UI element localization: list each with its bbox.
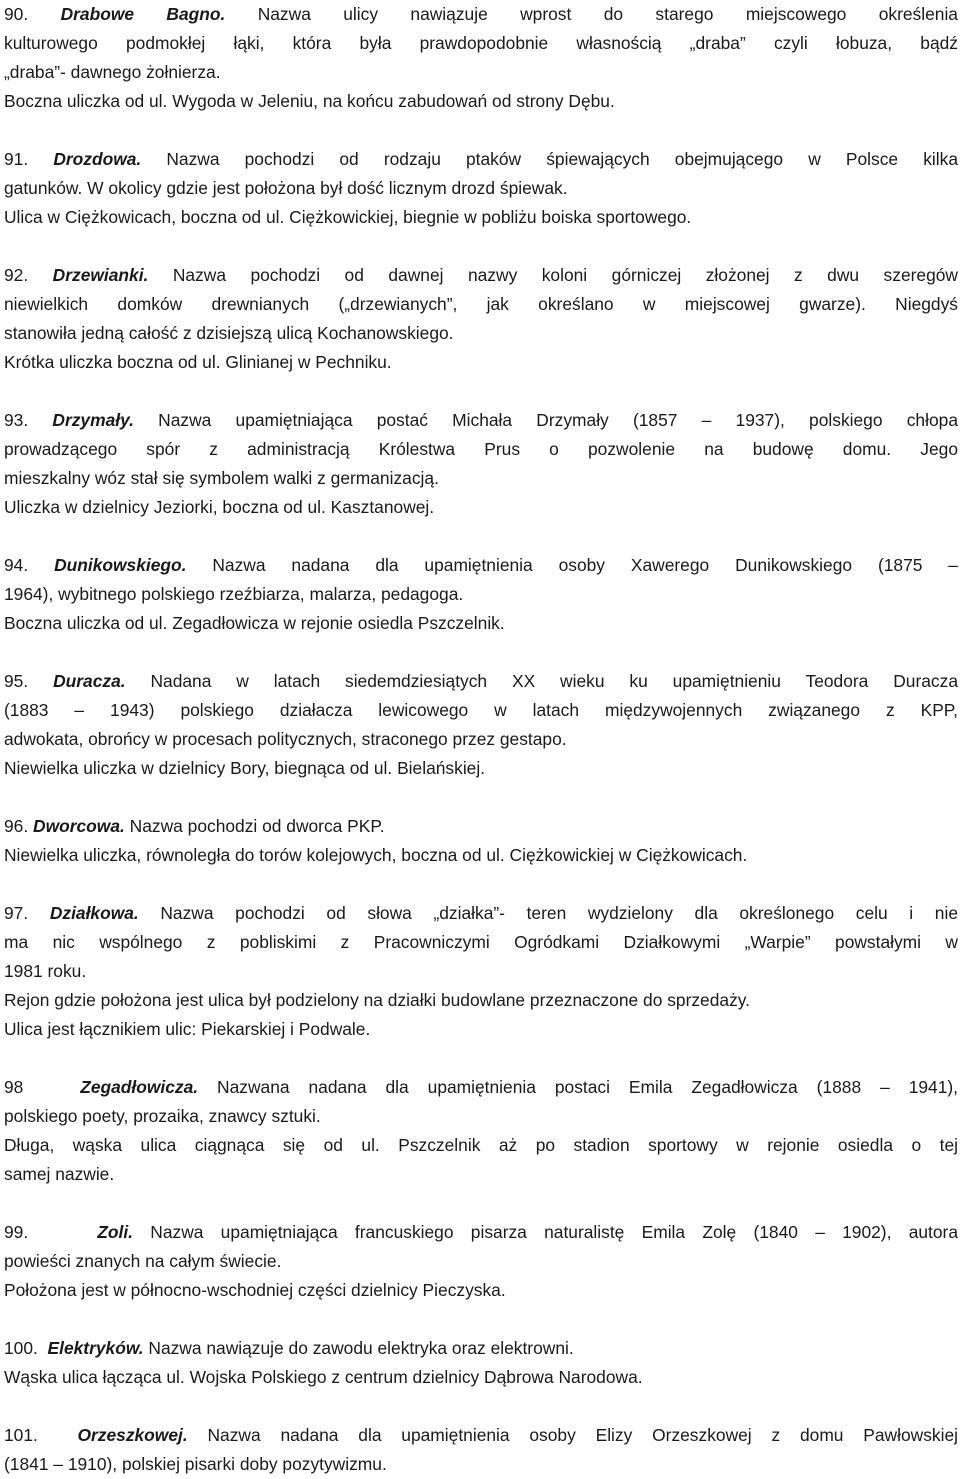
entry-number: 91. <box>4 149 29 169</box>
entry-text-line: niewielkich domków drewnianych („drzewianych”, jak określano w miejscowej gwarze). Niegdyś <box>4 294 958 314</box>
entry-number: 90. <box>4 4 29 24</box>
entry-first-line <box>4 667 958 696</box>
entry-number: 97. <box>4 903 29 923</box>
spacer <box>4 1305 958 1334</box>
entry-first-line <box>4 261 958 290</box>
entry-text: Nazwa pochodzi od słowa „działka”- teren wydzielony dla określonego celu i nie <box>138 903 958 923</box>
street-name: Zoli. <box>97 1222 133 1242</box>
entry-number: 92. <box>4 265 29 285</box>
entry-location-line: Niewielka uliczka, równoległa do torów kolejowych, boczna od ul. Ciężkowickiej w Ciężkowicach. <box>4 845 748 865</box>
entry-90 <box>4 0 958 116</box>
entry-94 <box>4 551 958 638</box>
entry-text: Nazwa pochodzi od rodzaju ptaków śpiewających obejmującego w Polsce kilka <box>141 149 958 169</box>
entry-text: Nazwa upamiętniająca postać Michała Drzymały (1857 – 1937), polskiego chłopa <box>133 410 958 430</box>
entry-location-line: Ulica w Ciężkowicach, boczna od ul. Ciężkowickiej, biegnie w pobliżu boiska sportowego. <box>4 207 692 227</box>
entry-number: 99. <box>4 1222 29 1242</box>
entry-93 <box>4 406 958 522</box>
entry-96 <box>4 812 958 870</box>
entry-text: Nazwa upamiętniająca francuskiego pisarza naturalistę Emila Zolę (1840 – 1902), autora <box>133 1222 958 1242</box>
entry-number: 93. <box>4 410 29 430</box>
entry-first-line <box>4 1334 958 1363</box>
entry-text-line: 1964), wybitnego polskiego rzeźbiarza, malarza, pedagoga. <box>4 584 464 604</box>
spacer <box>4 522 958 551</box>
entry-first-line <box>4 145 958 174</box>
spacer <box>4 1392 958 1421</box>
spacer <box>4 870 958 899</box>
entry-text: Nazwa nadana dla upamiętnienia osoby Elizy Orzeszkowej z domu Pawłowskiej <box>187 1425 958 1445</box>
entry-first-line <box>4 406 958 435</box>
street-name: Zegadłowicza. <box>80 1077 199 1097</box>
spacer <box>4 377 958 406</box>
entry-location-line: Uliczka w dzielnicy Jeziorki, boczna od ul. Kasztanowej. <box>4 497 435 517</box>
spacer <box>4 638 958 667</box>
street-name: Drzymały. <box>52 410 134 430</box>
entry-location-line: Długa, wąska ulica ciągnąca się od ul. Pszczelnik aż po stadion sportowy w rejonie osiedla o tej <box>4 1135 958 1155</box>
entry-number: 98 <box>4 1077 24 1097</box>
entry-first-line <box>4 1218 958 1247</box>
entry-text-line: prowadzącego spór z administracją Królestwa Prus o pozwolenie na budowę domu. Jego <box>4 439 958 459</box>
entry-first-line <box>4 1073 958 1102</box>
street-name: Dworcowa. <box>33 816 125 836</box>
entry-location-line: Położona jest w północno-wschodniej części dzielnicy Pieczyska. <box>4 1280 506 1300</box>
entry-location-line: Wąska ulica łącząca ul. Wojska Polskiego z centrum dzielnicy Dąbrowa Narodowa. <box>4 1367 643 1387</box>
entry-text: Nazwa nawiązuje do zawodu elektryka oraz elektrowni. <box>143 1338 574 1358</box>
entry-text-line: (1883 – 1943) polskiego działacza lewicowego w latach międzywojennych związanego z KPP, <box>4 700 958 720</box>
entry-text: Nadana w latach siedemdziesiątych XX wieku ku upamiętnieniu Teodora Duracza <box>125 671 958 691</box>
entry-95 <box>4 667 958 783</box>
entry-number: 96. <box>4 816 29 836</box>
entry-first-line <box>4 812 958 841</box>
entry-first-line <box>4 899 958 928</box>
entry-first-line <box>4 0 958 29</box>
entry-text: Nazwa pochodzi od dawnej nazwy koloni górniczej złożonej z dwu szeregów <box>148 265 958 285</box>
street-name: Elektryków. <box>47 1338 144 1358</box>
street-name: Drabowe Bagno. <box>60 4 226 24</box>
entry-text: Nazwa pochodzi od dworca PKP. <box>124 816 385 836</box>
entry-text-line: mieszkalny wóz stał się symbolem walki z germanizacją. <box>4 468 439 488</box>
entry-location-line: Boczna uliczka od ul. Zegadłowicza w rejonie osiedla Pszczelnik. <box>4 613 505 633</box>
entry-text-line: (1841 – 1910), polskiej pisarki doby pozytywizmu. <box>4 1454 387 1474</box>
entry-text-line: kulturowego podmokłej łąki, która była prawdopodobnie własnością „draba” czyli łobuza, bądź <box>4 33 958 53</box>
entry-92 <box>4 261 958 377</box>
street-name: Działkowa. <box>49 903 139 923</box>
entry-location-line: Boczna uliczka od ul. Wygoda w Jeleniu, na końcu zabudowań od strony Dębu. <box>4 91 615 111</box>
street-name: Dunikowskiego. <box>54 555 187 575</box>
entry-text-line: powieści znanych na całym świecie. <box>4 1251 282 1271</box>
entry-number: 95. <box>4 671 29 691</box>
entry-number: 101. <box>4 1425 38 1445</box>
entry-text: Nazwa nadana dla upamiętnienia osoby Xawerego Dunikowskiego (1875 – <box>186 555 958 575</box>
entry-location-line: Rejon gdzie położona jest ulica był podzielony na działki budowlane przeznaczone do sprzedaży. <box>4 990 751 1010</box>
document-page <box>4 0 958 1479</box>
entry-text-line: „draba”- dawnego żołnierza. <box>4 62 221 82</box>
entry-location-line: Ulica jest łącznikiem ulic: Piekarskiej i Podwale. <box>4 1019 371 1039</box>
entry-99 <box>4 1218 958 1305</box>
entry-text-line: stanowiła jedną całość z dzisiejszą ulicą Kochanowskiego. <box>4 323 454 343</box>
spacer <box>4 783 958 812</box>
entry-number: 94. <box>4 555 29 575</box>
entry-text: Nazwana nadana dla upamiętnienia postaci Emila Zegadłowicza (1888 – 1941), <box>198 1077 958 1097</box>
entry-97 <box>4 899 958 1044</box>
entry-location-line: Niewielka uliczka w dzielnicy Bory, biegnąca od ul. Bielańskiej. <box>4 758 486 778</box>
entry-text-line: ma nic wspólnego z pobliskimi z Pracowniczymi Ogródkami Działkowymi „Warpie” powstałymi w <box>4 932 958 952</box>
entry-number: 100. <box>4 1338 38 1358</box>
entry-first-line <box>4 1421 958 1450</box>
spacer <box>4 1189 958 1218</box>
spacer <box>4 232 958 261</box>
entry-location-line: samej nazwie. <box>4 1164 115 1184</box>
entry-first-line <box>4 551 958 580</box>
spacer <box>4 1044 958 1073</box>
street-name: Orzeszkowej. <box>77 1425 188 1445</box>
entry-text-line: adwokata, obrońcy w procesach politycznych, straconego przez gestapo. <box>4 729 567 749</box>
entry-101 <box>4 1421 958 1479</box>
street-name: Duracza. <box>53 671 126 691</box>
spacer <box>4 116 958 145</box>
entry-text-line: polskiego poety, prozaika, znawcy sztuki. <box>4 1106 321 1126</box>
street-name: Drzewianki. <box>52 265 149 285</box>
street-name: Drozdowa. <box>53 149 142 169</box>
entry-text-line: 1981 roku. <box>4 961 87 981</box>
entry-100 <box>4 1334 958 1392</box>
entry-location-line: Krótka uliczka boczna od ul. Glinianej w Pechniku. <box>4 352 392 372</box>
entry-text: Nazwa ulicy nawiązuje wprost do starego miejscowego określenia <box>225 4 958 24</box>
entry-91 <box>4 145 958 232</box>
entry-98 <box>4 1073 958 1189</box>
entry-text-line: gatunków. W okolicy gdzie jest położona był dość licznym drozd śpiewak. <box>4 178 568 198</box>
